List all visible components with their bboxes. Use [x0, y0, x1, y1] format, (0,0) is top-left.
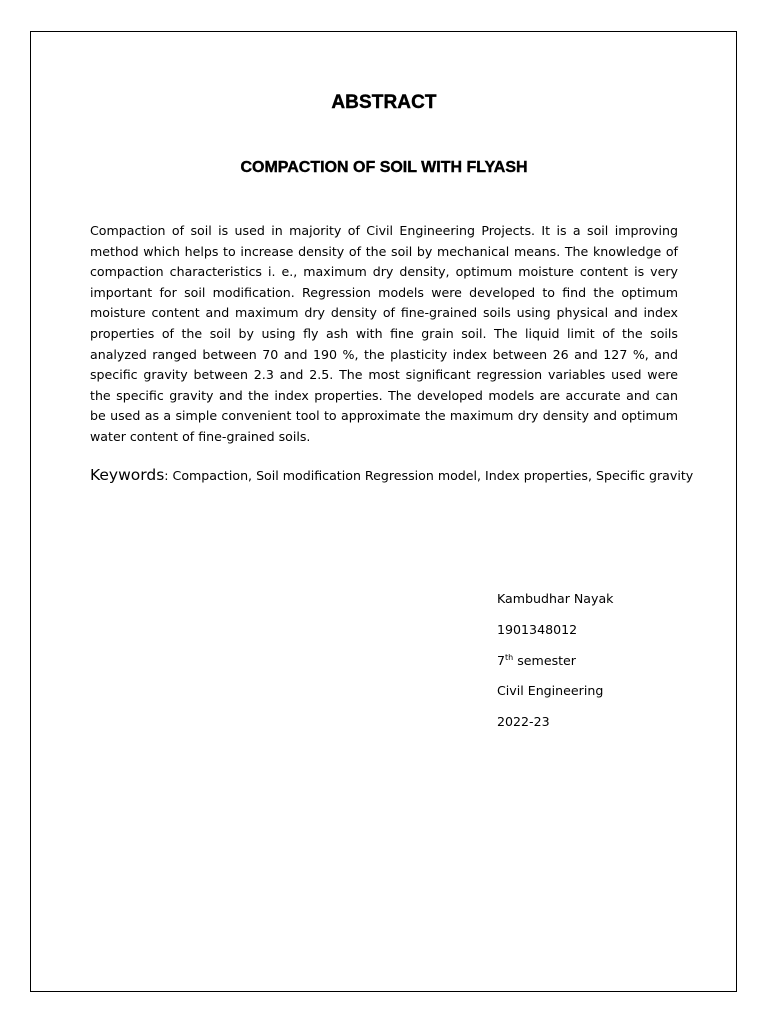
keywords-label: Keywords: [90, 466, 165, 484]
keywords-list: Compaction, Soil modification Regression model, Index properties, Specific gravity: [168, 468, 694, 483]
author-name: Kambudhar Nayak: [497, 591, 614, 606]
department: Civil Engineering: [497, 683, 604, 699]
semester: [497, 652, 717, 683]
author-details: [497, 590, 717, 744]
keywords-separator: :: [164, 468, 169, 483]
project-title: COMPACTION OF SOIL WITH FLYASH: [240, 159, 528, 176]
semester-number: 7: [497, 652, 506, 668]
session-year: 2022-23: [497, 714, 550, 730]
keywords-line: [90, 466, 710, 484]
semester-word: semester: [513, 652, 576, 668]
abstract-paragraph: Compaction of soil is used in majority of Civil Engineering Projects. It is a soil improving method which helps to increase density of the soil by mechanical means. The knowledge of compaction characteristics i. e., maximum dry density, optimum moisture content is very important for soil modification. Regression models were developed to find the optimum moisture content and maximum dry density of fine-grained soils using physical and index properties of the soil by using fly ash with fine grain soil. The liquid limit of the soils analyzed ranged between 70 and 190 %, the plasticity index between 26 and 127 %, and specific gravity between 2.3 and 2.5. The most significant regression variables used were the specific gravity and the index properties. The developed models are accurate and can be used as a simple convenient tool to approximate the maximum dry density and optimum water content of fine-grained soils.: [90, 223, 678, 444]
roll-number: 1901348012: [497, 621, 578, 637]
semester-suffix: th: [505, 652, 514, 662]
abstract-heading: ABSTRACT: [331, 92, 437, 113]
